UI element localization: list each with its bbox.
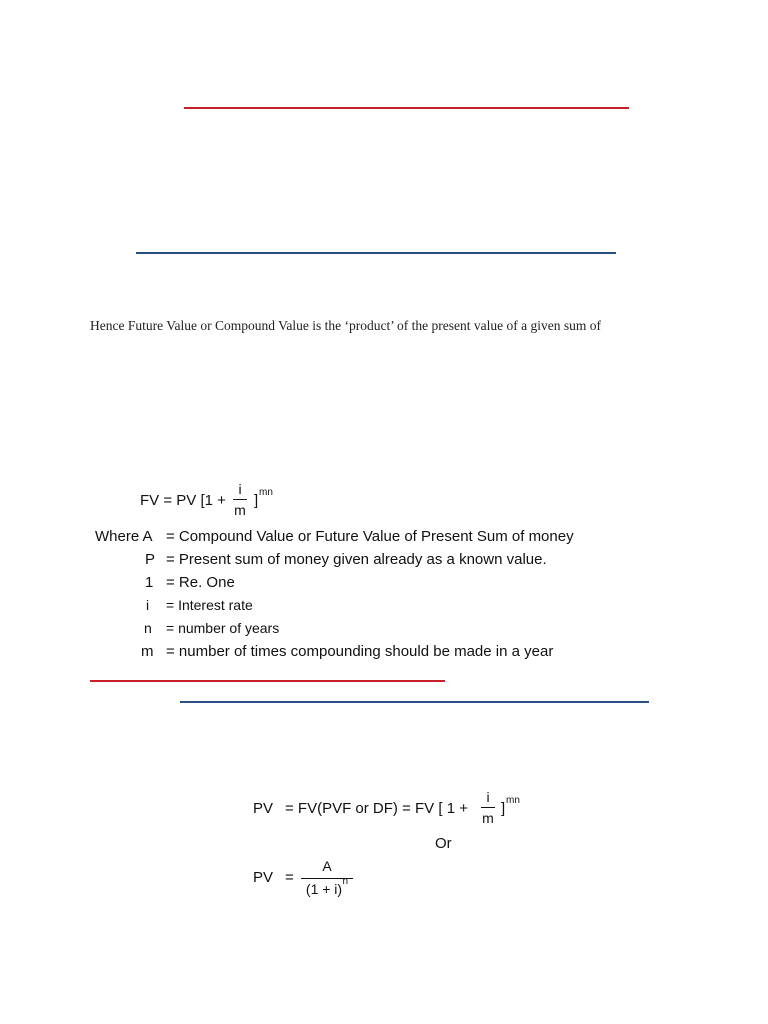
- pv-big-fraction: [301, 859, 353, 896]
- definition-text: = number of times compounding should be made in a year: [166, 643, 554, 660]
- pv-big-denominator-base: (1 + i): [305, 881, 343, 897]
- fv-formula-fraction: [233, 482, 247, 517]
- pv-formula-close: ]: [501, 800, 506, 817]
- pv-big-denominator-exponent: n: [342, 876, 349, 887]
- definition-text: = Re. One: [166, 574, 235, 591]
- top-blue-rule: [136, 252, 616, 254]
- pv-formula-label: PV: [253, 800, 274, 817]
- or-text: Or: [435, 835, 452, 852]
- fv-formula-lhs: FV = PV [1 +: [140, 492, 226, 509]
- pv-big-denominator: [305, 876, 349, 897]
- definition-label: Where A: [95, 528, 153, 545]
- top-red-rule: [184, 107, 629, 109]
- pv-fraction-bar: [481, 807, 495, 808]
- definition-label: n: [144, 620, 152, 636]
- definition-label: P: [145, 551, 156, 568]
- pv-big-numerator: A: [322, 858, 332, 874]
- definition-label: m: [141, 643, 154, 660]
- fv-formula-exponent: mn: [259, 487, 273, 498]
- definition-label: 1: [145, 574, 154, 591]
- pv-fraction-formula-equals: =: [285, 869, 294, 886]
- pv-fraction-denominator: m: [482, 810, 494, 826]
- pv-fraction-numerator: i: [486, 789, 490, 805]
- definition-label: i: [146, 597, 150, 613]
- pv-formula-rhs: = FV(PVF or DF) = FV [ 1 +: [285, 800, 468, 817]
- fv-fraction-numerator: i: [238, 481, 242, 497]
- fv-fraction-bar: [233, 499, 247, 500]
- definition-text: = Interest rate: [166, 597, 253, 613]
- definition-text: = Present sum of money given already as a known value.: [166, 551, 547, 568]
- middle-red-rule: [90, 680, 445, 682]
- middle-blue-rule: [180, 701, 649, 703]
- definition-text: = Compound Value or Future Value of Present Sum of money: [166, 528, 574, 545]
- pv-fraction-formula-label: PV: [253, 869, 274, 886]
- pv-formula-fraction: [481, 790, 495, 825]
- pv-formula-exponent: mn: [506, 795, 520, 806]
- intro-sentence: Hence Future Value or Compound Value is the ‘product’ of the present value of a given sum of: [90, 318, 601, 333]
- fv-fraction-denominator: m: [234, 502, 246, 518]
- fv-formula-close: ]: [254, 492, 259, 509]
- definition-text: = number of years: [166, 620, 280, 636]
